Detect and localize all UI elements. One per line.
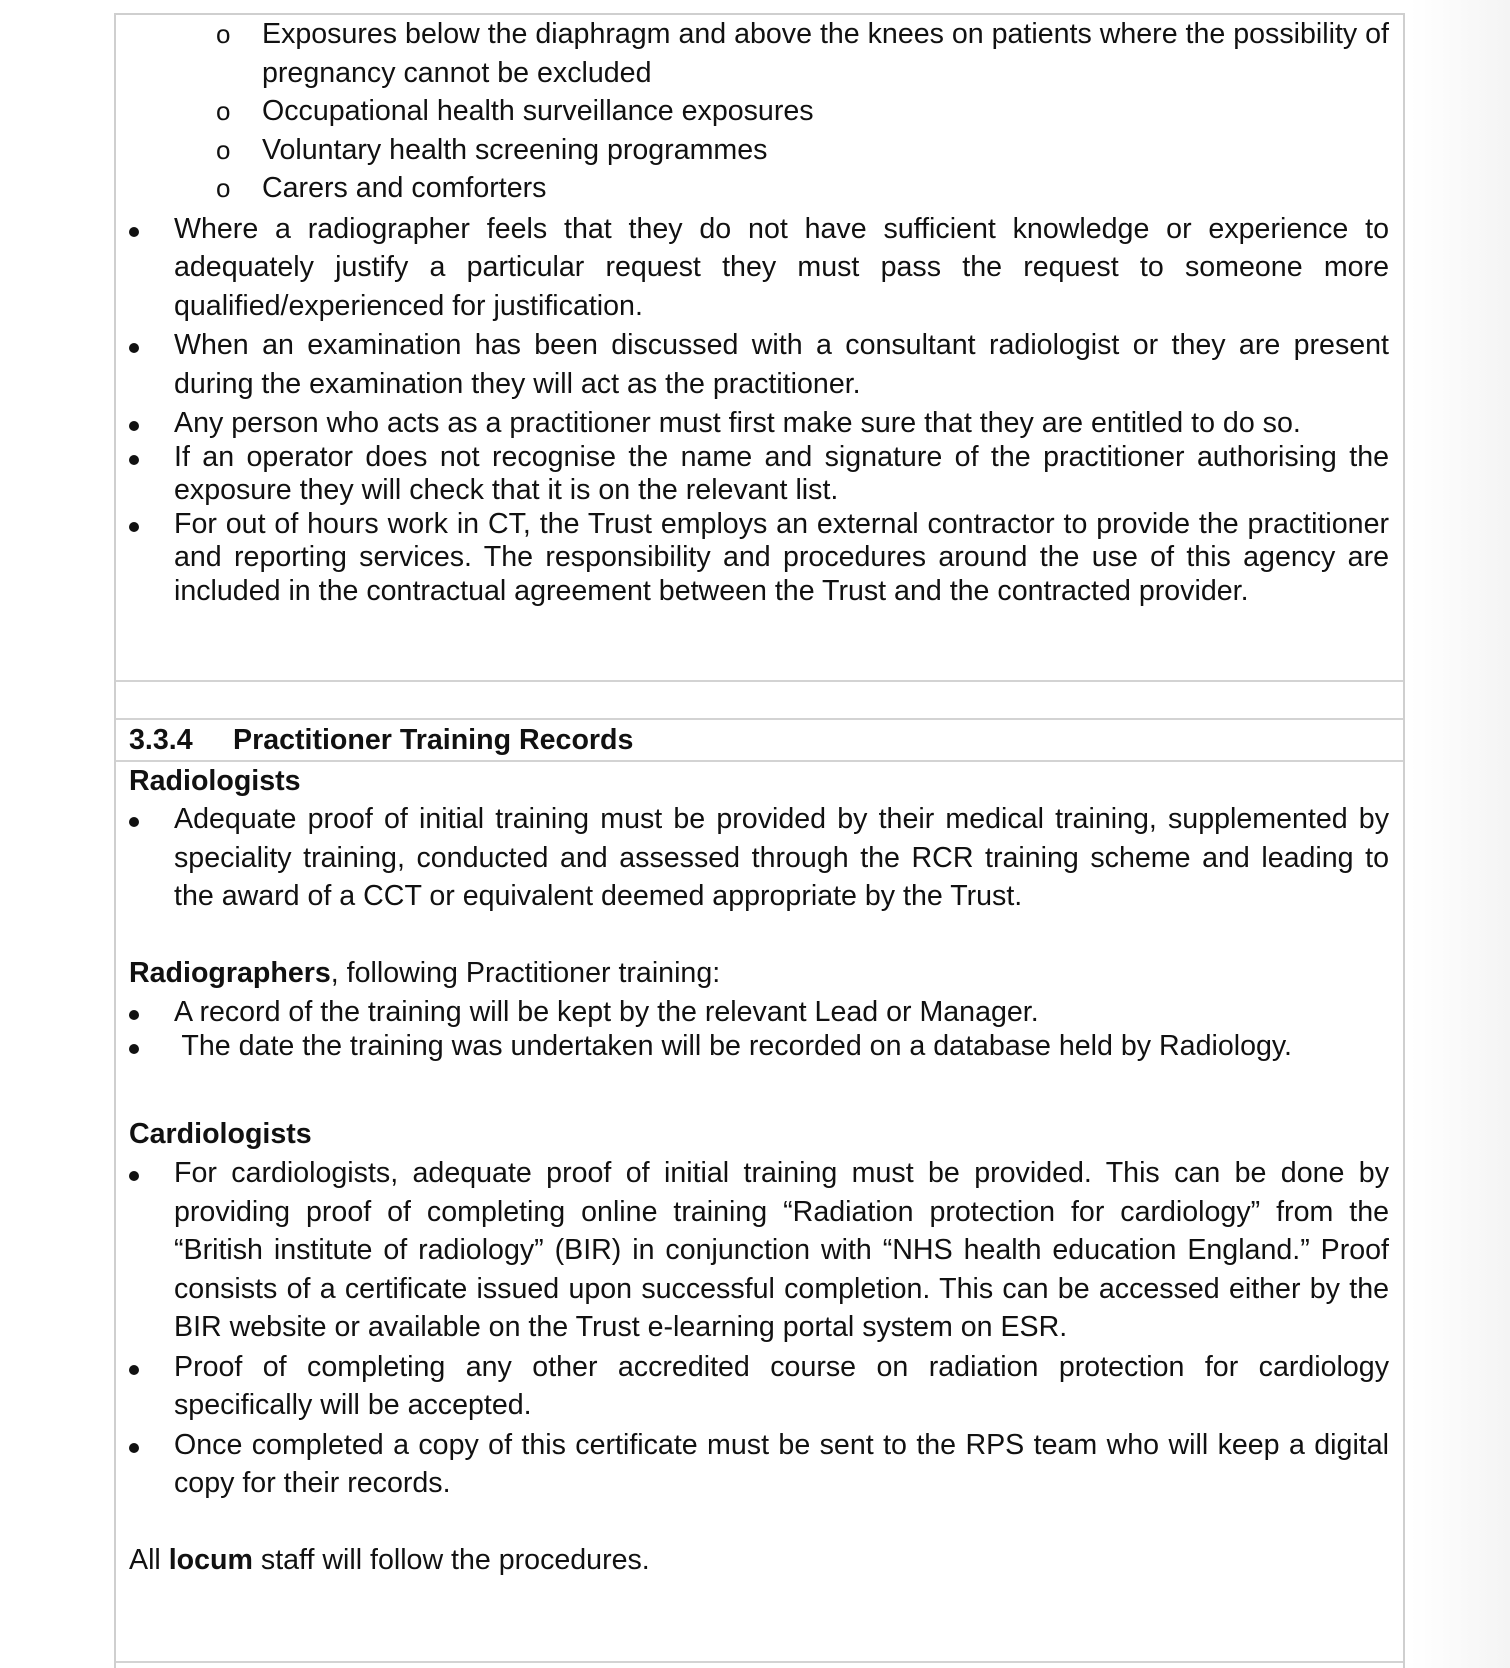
bullet-item: For cardiologists, adequate proof of initial training must be provided. This can be done by providing proof of completing online training “Radiation protection for cardiology” from the “British institute of radiology” (BIR) in conjunction with “NHS health education England.” Proof consists of a certificate issued upon successful completion. This can be accessed either by the BIR website or available on the Trust e-learning portal system on ESR. [129, 1154, 1389, 1347]
radiographers-heading: Radiographers, following Practitioner training: [129, 956, 721, 989]
bullet-item: Any person who acts as a practitioner must first make sure that they are entitled to do so. [129, 407, 1389, 441]
sub-list-item: o Occupational health surveillance exposures [216, 92, 1389, 131]
page-edge-shade [1410, 0, 1510, 1668]
sub-list-item: o Voluntary health screening programmes [216, 131, 1389, 170]
bullet-icon [129, 1365, 139, 1375]
empty-row [116, 1663, 1403, 1668]
training-records-row [116, 762, 1403, 1663]
section-heading [129, 720, 1389, 760]
blank-line [129, 916, 1389, 954]
bullet-item: Adequate proof of initial training must be provided by their medical training, supplemented by speciality training, conducted and assessed through the RCR training scheme and leading to the award of a CCT or equivalent deemed appropriate by the Trust. [129, 800, 1389, 916]
bullet-item: A record of the training will be kept by the relevant Lead or Manager. [129, 996, 1389, 1030]
bullet-icon [129, 522, 139, 532]
bullet-icon [129, 1010, 139, 1020]
blank-line [129, 1503, 1389, 1541]
justification-bullet-list [129, 210, 1389, 609]
bullet-icon [129, 817, 139, 827]
bullet-icon [129, 227, 139, 237]
section-number: 3.3.4 [129, 724, 193, 756]
cardiologists-heading: Cardiologists [129, 1118, 312, 1150]
bullet-item: Where a radiographer feels that they do not have sufficient knowledge or experience to adequately justify a particular request they must pass the request to someone more qualified/experienced for justification. [129, 210, 1389, 326]
bullet-icon [129, 1443, 139, 1453]
bullet-item: For out of hours work in CT, the Trust employs an external contractor to provide the practitioner and reporting services. The responsibility and procedures around the use of this agency are included in the contractual agreement between the Trust and the contracted provider. [129, 508, 1389, 609]
section-heading-row [116, 720, 1403, 762]
bullet-item: The date the training was undertaken will be recorded on a database held by Radiology. [129, 1030, 1389, 1064]
sub-list-item: o Exposures below the diaphragm and above the knees on patients where the possibility of pregnancy cannot be excluded [216, 15, 1389, 92]
section-title: Practitioner Training Records [233, 724, 634, 756]
bullet-item: Once completed a copy of this certificate must be sent to the RPS team who will keep a digital copy for their records. [129, 1426, 1389, 1503]
hollow-circle-bullet-icon: o [216, 96, 231, 126]
bullet-item: If an operator does not recognise the name and signature of the practitioner authorising the exposure they will check that it is on the relevant list. [129, 441, 1389, 508]
bullet-item: When an examination has been discussed with a consultant radiologist or they are present during the examination they will act as the practitioner. [129, 326, 1389, 403]
cardiologists-list [129, 1154, 1389, 1503]
bullet-item: Proof of completing any other accredited course on radiation protection for cardiology specifically will be accepted. [129, 1348, 1389, 1425]
bullet-icon [129, 455, 139, 465]
hollow-circle-bullet-icon: o [216, 134, 231, 165]
bullet-icon [129, 343, 139, 353]
hollow-circle-bullet-icon: o [216, 173, 231, 203]
locum-statement: All locum staff will follow the procedures. [129, 1543, 650, 1576]
bullet-icon [129, 421, 139, 431]
document-table [114, 13, 1405, 1668]
exposure-sub-list [129, 15, 1389, 208]
radiographers-list [129, 996, 1389, 1063]
justification-list-row [116, 15, 1403, 682]
blank-line [129, 1063, 1389, 1115]
empty-row [116, 682, 1403, 720]
radiologists-heading: Radiologists [129, 765, 301, 797]
radiologists-list [129, 800, 1389, 916]
bullet-icon [129, 1171, 139, 1181]
bullet-icon [129, 1044, 139, 1054]
hollow-circle-bullet-icon: o [216, 19, 231, 49]
sub-list-item: o Carers and comforters [216, 169, 1389, 208]
